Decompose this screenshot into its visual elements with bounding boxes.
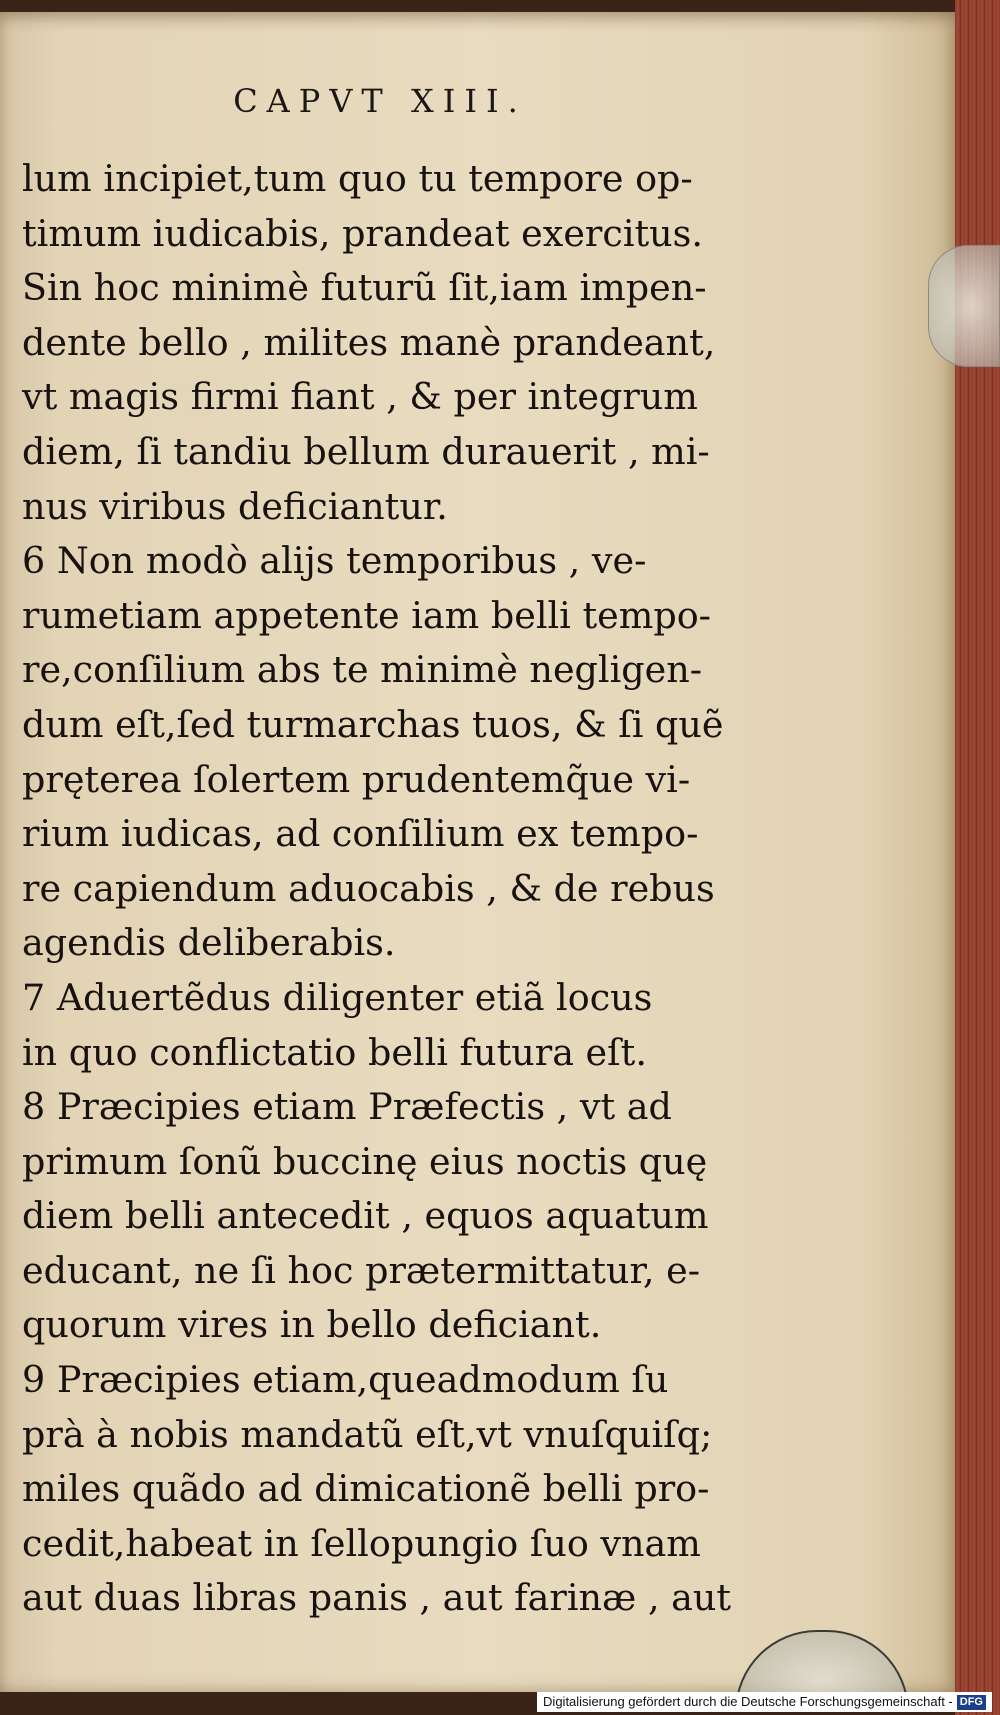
dfg-logo: DFG	[957, 1695, 986, 1710]
text-line: agendis deliberabis.	[22, 921, 396, 965]
text-line: vt magis firmi fiant , & per integrum	[22, 375, 698, 419]
glass-clip-top	[928, 245, 1000, 367]
text-line: timum iudicabis, prandeat exercitus.	[22, 211, 704, 255]
text-line: pręterea ſolertem prudentemq̃ue vi-	[22, 757, 691, 801]
text-line: lum incipiet,tum quo tu tempore op-	[22, 157, 693, 200]
text-line: 7 Aduertẽdus diligenter etiã locus	[22, 975, 653, 1019]
text-line: primum ſonũ buccinę eius noctis quę	[22, 1139, 708, 1183]
text-line: prà à nobis mandatũ eſt,vt vnuſquiſq;	[22, 1412, 713, 1456]
text-line: educant, ne ſi hoc prætermittatur, e-	[22, 1248, 701, 1292]
text-line: aut duas libras panis , aut farinæ , aut	[22, 1576, 732, 1620]
book-page	[0, 12, 960, 1692]
text-line: 9 Præcipies etiam,queadmodum ſu	[22, 1358, 669, 1402]
text-line: cedit,habeat in ſellopungio ſuo vnam	[22, 1521, 701, 1565]
text-line: rium iudicas, ad conſilium ex tempo-	[22, 812, 699, 856]
text-line: dum eſt,ſed turmarchas tuos, & ſi quẽ	[22, 702, 724, 746]
text-line: rumetiam appetente iam belli tempo-	[22, 593, 712, 637]
text-line: miles quãdo ad dimicationẽ belli pro-	[22, 1467, 710, 1511]
text-line: 8 Præcipies etiam Præfectis , vt ad	[22, 1085, 672, 1129]
text-line: re,conſilium abs te minimè negligen-	[22, 648, 703, 692]
text-line: diem, ſi tandiu bellum durauerit , mi-	[22, 429, 710, 473]
text-line: dente bello , milites manè prandeant,	[22, 320, 716, 364]
text-line: quorum vires in bello deficiant.	[22, 1303, 602, 1347]
text-line: diem belli antecedit , equos aquatum	[22, 1194, 709, 1238]
text-line: Sin hoc minimè futurũ ſit,iam impen-	[22, 266, 707, 310]
text-line: re capiendum aduocabis , & de rebus	[22, 866, 715, 910]
running-head: CAPVT XIII.	[233, 82, 527, 120]
text-line: in quo conflictatio belli futura eſt.	[22, 1030, 647, 1074]
digitization-credit	[537, 1692, 992, 1712]
body-text	[22, 152, 742, 1626]
text-line: nus viribus deficiantur.	[22, 484, 448, 528]
text-line: 6 Non modò alijs temporibus , ve-	[22, 539, 647, 583]
credit-text: Digitalisierung gefördert durch die Deutsche Forschungsgemeinschaft -	[543, 1694, 953, 1709]
